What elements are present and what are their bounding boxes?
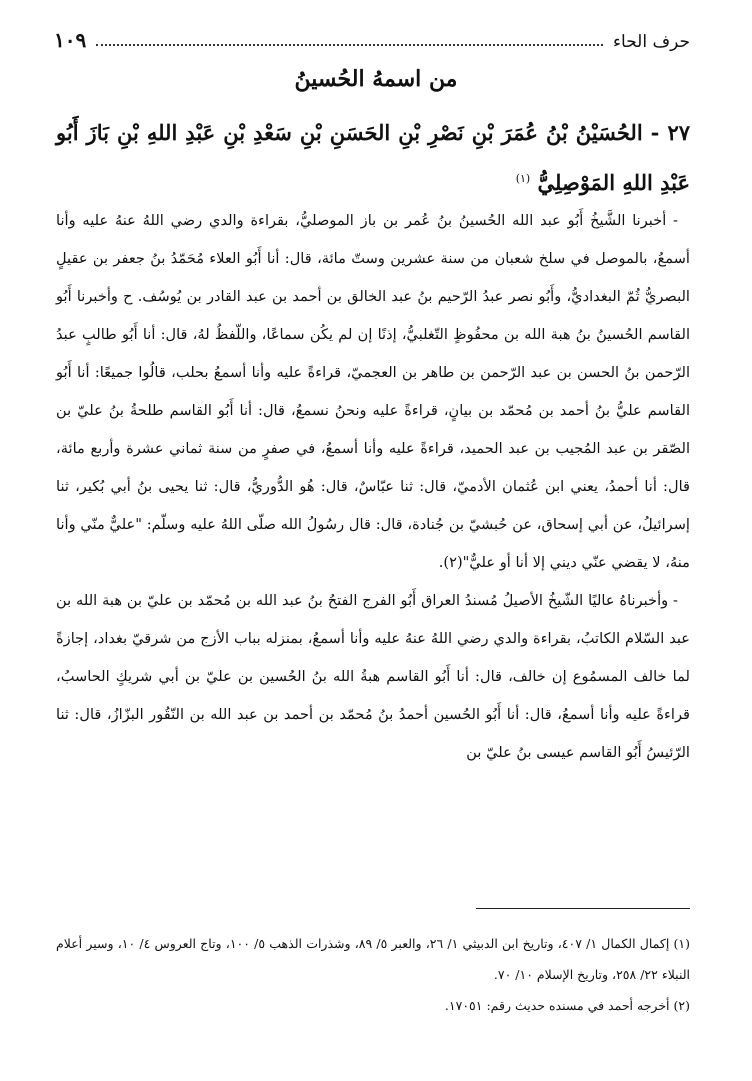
running-header xyxy=(54,14,690,54)
entry-name: الحُسَيْنُ بْنُ عُمَرَ بْنِ نَصْرِ بْنِ الحَسَنِ بْنِ سَعْدِ بْنِ عَبْدِ اللهِ بْنِ بَازَ أَبُو عَبْدِ اللهِ المَوْصِلِيُّ xyxy=(56,120,690,195)
page-number: ١٠٩ xyxy=(54,28,87,52)
entry-heading xyxy=(56,110,690,206)
footnote: (١) إكمال الكمال ١/ ٤٠٧، وتاريخ ابن الدبيثي ١/ ٢٦، والعبر ٥/ ٨٩، وشذرات الذهب ٥/ ١٠٠، وتاج العروس ٤/ ١٠، وسير أعلام النبلاء ٢٢/ ٢٥٨، وتاريخ الإسلام ١٠/ ٧٠. xyxy=(56,936,690,982)
paragraph: - أخبرنا الشَّيخُ أَبُو عبد الله الحُسينُ بنُ عُمر بن باز الموصليُّ، بقراءة والدي رضي اللهُ عنهُ عليه وأنا أسمعُ، بالموصل في سلخ شعبان من سنة عشرين وستّ مائة، قال: أنا أَبُو العلاء مُحَمّدُ بنُ جعفر بن عقيلٍ البصريُّ ثُمّ البغداديُّ، وأَبُو نصر عبدُ الرّحيم بنُ عبد الخالق بن أحمد بن عبد القادر بن يُوسُف. ح وأخبرنا أَبُو القاسم الحُسينُ بنُ هبة الله بن محفُوظٍ التّغلبيُّ، إذنًا إن لم يكُن سماعًا، واللّفظُ لهُ، قال: أنا أَبُو طالبٍ عبدُ الرّحمن بنُ الحسن بن عبد الرّحمن بن طاهر بن العجميّ، قراءةً عليه وأنا أسمعُ بحلب، قالُوا جميعًا: أنا أَبُو القاسم عليُّ بنُ أحمد بن مُحمّد بن بيانٍ، قراءةً عليه ونحنُ نسمعُ، قال: أنا أَبُو القاسم طلحةُ بنُ عليّ بن الصّقر بن عبد المُجيب بن عبد الحميد، قراءةً عليه وأنا أسمعُ، في صفرٍ من سنة ثماني عشرة وأربع مائة، قال: أنا أحمدُ، يعني ابن عُثمان الأدميّ، قال: ثنا عبّاسٌ، قال: هُو الدُّوريُّ، قال: ثنا يحيى بنُ أبي بُكير، ثنا إسرائيلُ، عن أبي إسحاق، عن حُبشيّ بن جُنادة، قال: قال رسُولُ الله صلّى اللهُ عليه وسلّم: "عليٌّ منّي وأنا منهُ، لا يقضي عنّي ديني إلا أنا أو عليٌّ"(٢). xyxy=(56,212,690,571)
entry-dash: - xyxy=(642,120,660,145)
header-dot-leader xyxy=(96,44,603,46)
footnote-divider xyxy=(476,908,690,909)
footnote: (٢) أخرجه أحمد في مسنده حديث رقم: ١٧٠٥١. xyxy=(444,998,690,1013)
footnotes xyxy=(56,928,690,1021)
body-text xyxy=(56,202,690,772)
entry-number: ٢٧ xyxy=(667,120,690,145)
footnote-reference: (١) xyxy=(515,172,531,185)
section-heading: من اسمهُ الحُسينُ xyxy=(294,66,458,92)
paragraph: - وأخبرناهُ عاليًا الشّيخُ الأصيلُ مُسندُ العراق أَبُو الفرج الفتحُ بنُ عبد الله بن مُحمّد بن عليّ بن هبة الله بن عبد السّلام الكاتبُ، بقراءة والدي رضي اللهُ عنهُ عليه وأنا أسمعُ، بمنزله بباب الأزج من شرقيّ بغداد، إجازةً لما خالف المسمُوع إن خالف، قال: أنا أَبُو القاسم هبةُ الله بنُ الحُسين بن عليّ بن أبي شريكٍ الحاسبُ، قراءةً عليه وأنا أسمعُ، قال: أنا أَبُو الحُسين أحمدُ بنُ مُحمّد بن أحمد بن عبد الله بن النّقُور البزّازُ، قال: ثنا الرّئيسُ أَبُو القاسم عيسى بنُ عليّ بن xyxy=(56,592,690,761)
running-title: حرف الحاء xyxy=(613,32,690,52)
